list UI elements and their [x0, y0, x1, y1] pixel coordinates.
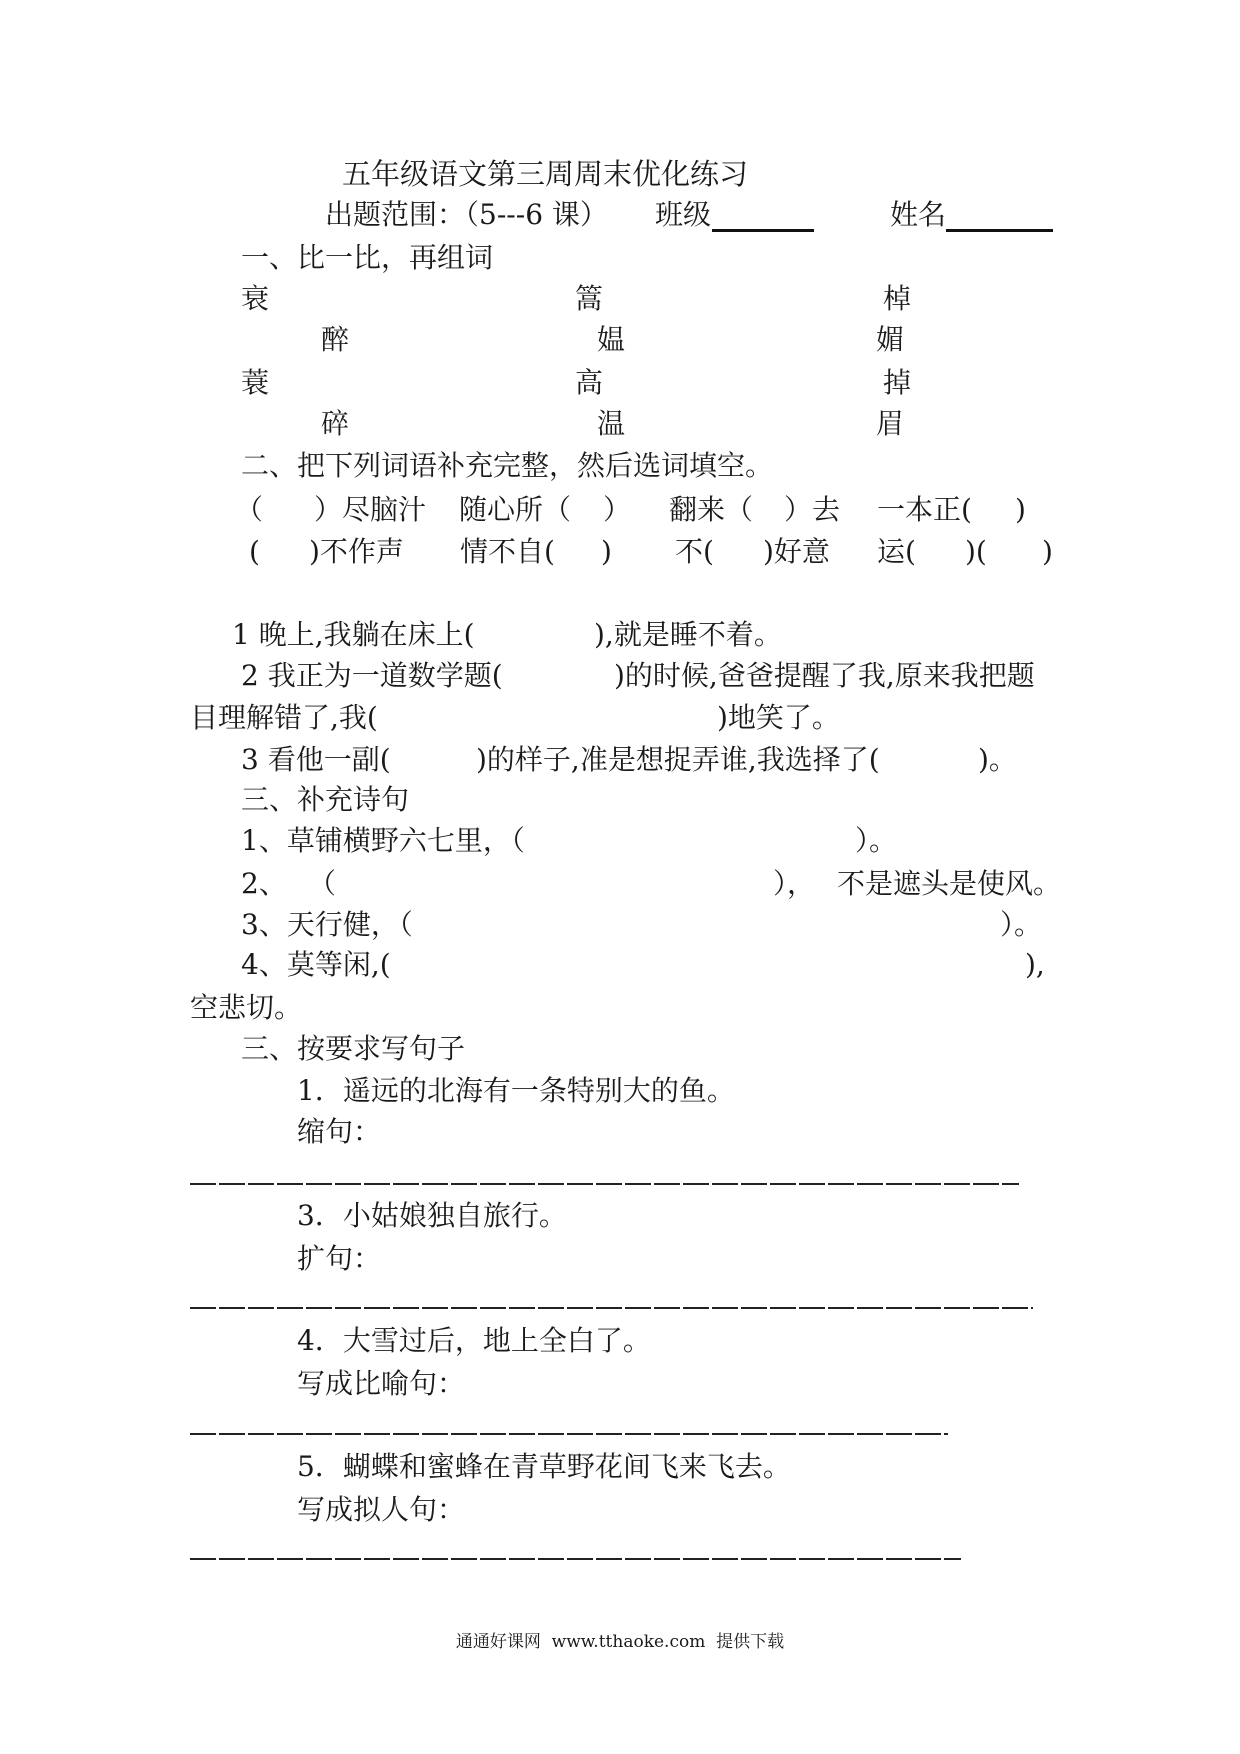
exercise-sentence: 4．大雪过后，地上全白了。 [297, 1324, 651, 1357]
compare-char: 高 [575, 366, 604, 399]
compare-char: 篙 [575, 282, 604, 315]
poem-fragment: 4、莫等闲,( [241, 948, 391, 981]
compare-char: 媚 [876, 323, 905, 356]
poem-fragment: ), [1025, 948, 1045, 981]
fill-sentence-fragment: 2 我正为一道数学题( [241, 659, 503, 692]
idiom-fragment: 不( [675, 535, 714, 568]
compare-char: 棹 [883, 282, 912, 315]
compare-char: 碎 [321, 407, 350, 440]
exercise-task: 扩句： [297, 1242, 382, 1275]
poem-fragment: ）。 [1000, 908, 1043, 941]
poem-fragment: 不是遮头是使风。 [837, 867, 1062, 900]
idiom-fragment: ) [1015, 493, 1026, 526]
fill-sentence-fragment: 3 看他一副( [241, 743, 391, 776]
answer-line [190, 1307, 1033, 1309]
idiom-fragment: ） [603, 493, 632, 526]
answer-line [190, 1558, 961, 1560]
fill-sentence-fragment: 目理解错了,我( [190, 701, 378, 734]
exercise-sentence: 3．小姑娘独自旅行。 [297, 1199, 567, 1232]
compare-char: 醉 [321, 323, 350, 356]
idiom-fragment: 随心所（ [459, 493, 572, 526]
idiom-fragment: ）尽脑汁 [314, 493, 427, 526]
answer-line [190, 1433, 948, 1435]
fill-sentence-fragment: )的样子,准是想捉弄谁,我选择了( [476, 743, 880, 776]
compare-char: 蓑 [241, 366, 270, 399]
section3-heading: 三、补充诗句 [241, 783, 410, 816]
class-label: 班级 [655, 198, 712, 231]
exercise-task: 写成拟人句： [297, 1493, 466, 1526]
compare-char: 掉 [883, 366, 912, 399]
poem-fragment: 1、草铺横野六七里，（ [241, 824, 525, 857]
worksheet-title: 五年级语文第三周周末优化练习 [342, 157, 749, 191]
section4-heading: 三、按要求写句子 [241, 1032, 466, 1065]
idiom-fragment: ）去 [784, 493, 841, 526]
idiom-fragment: 翻来（ [669, 493, 754, 526]
compare-char: 衰 [241, 282, 270, 315]
idiom-fragment: ) [1042, 535, 1053, 568]
exercise-task: 缩句： [297, 1115, 382, 1148]
poem-fragment: 空悲切。 [190, 991, 303, 1024]
exercise-task: 写成比喻句： [297, 1367, 466, 1400]
section2-heading: 二、把下列词语补充完整，然后选词填空。 [241, 449, 774, 482]
idiom-fragment: ( [249, 535, 260, 568]
exercise-sentence: 1．遥远的北海有一条特别大的鱼。 [297, 1074, 735, 1107]
poem-fragment: ）， [773, 867, 816, 900]
poem-fragment: ）。 [855, 824, 898, 857]
compare-char: 温 [597, 407, 626, 440]
section1-heading: 一、比一比，再组词 [241, 241, 494, 274]
class-blank [712, 229, 814, 232]
idiom-fragment: )不作声 [309, 535, 404, 568]
fill-sentence-fragment: ),就是睡不着。 [594, 618, 782, 651]
lesson-scope: 出题范围：（5---6 课） [325, 198, 608, 231]
name-blank [946, 229, 1053, 232]
idiom-fragment: 一本正( [877, 493, 972, 526]
poem-fragment: 2、 [241, 867, 287, 900]
fill-sentence-fragment: 1 晚上,我躺在床上( [232, 618, 475, 651]
poem-fragment: （ [308, 867, 337, 900]
fill-sentence-fragment: )。 [978, 743, 1017, 776]
name-label: 姓名 [890, 198, 947, 231]
fill-sentence-fragment: )的时候,爸爸提醒了我,原来我把题 [614, 659, 1035, 692]
idiom-fragment: )( [965, 535, 987, 568]
exercise-sentence: 5．蝴蝶和蜜蜂在青草野花间飞来飞去。 [297, 1450, 791, 1483]
compare-char: 媪 [597, 323, 626, 356]
footer-source: 通通好课网 www.tthaoke.com 提供下载 [455, 1632, 785, 1652]
idiom-fragment: 情不自( [460, 535, 555, 568]
answer-line [190, 1183, 1019, 1185]
fill-sentence-fragment: )地笑了。 [717, 701, 840, 734]
poem-fragment: 3、天行健，（ [241, 908, 413, 941]
idiom-fragment: ) [601, 535, 612, 568]
idiom-fragment: （ [235, 493, 264, 526]
idiom-fragment: )好意 [763, 535, 830, 568]
compare-char: 眉 [876, 407, 905, 440]
idiom-fragment: 运( [877, 535, 916, 568]
